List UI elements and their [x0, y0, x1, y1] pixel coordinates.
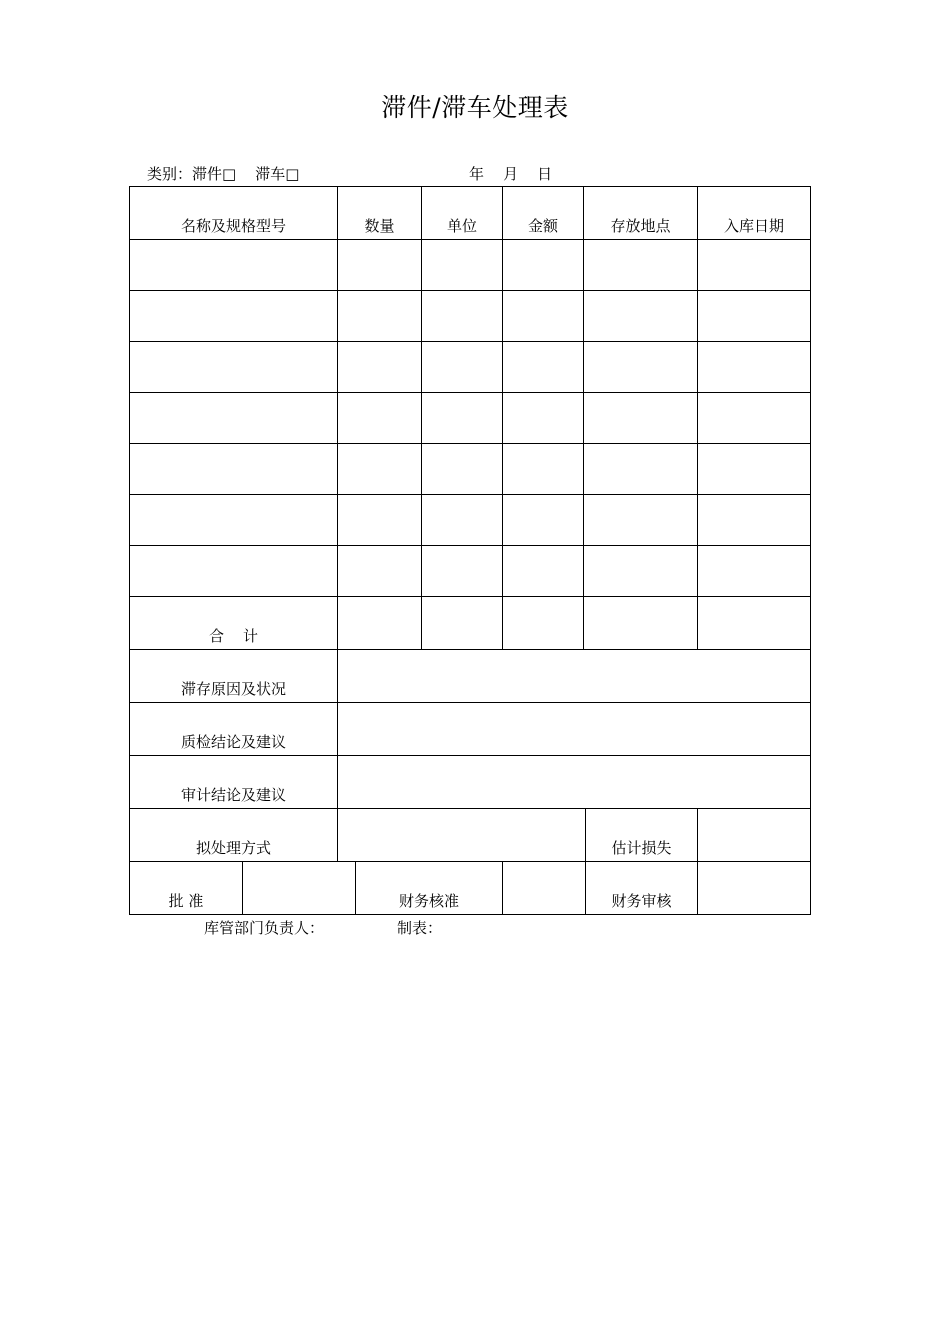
entry-date-cell[interactable]: [698, 291, 811, 342]
name-spec-cell[interactable]: [130, 342, 338, 393]
amount-cell[interactable]: [503, 291, 584, 342]
finance-approve-cell[interactable]: [503, 862, 586, 915]
quantity-cell[interactable]: [338, 444, 422, 495]
method-label: 拟处理方式: [130, 809, 338, 862]
total-unit-cell[interactable]: [422, 597, 503, 650]
total-quantity-cell[interactable]: [338, 597, 422, 650]
dept-head-signature-label: 库管部门负责人：: [204, 919, 325, 937]
total-storage-location-cell[interactable]: [584, 597, 698, 650]
name-spec-cell[interactable]: [130, 393, 338, 444]
header-entry-date: 入库日期: [698, 187, 811, 240]
header-storage-location: 存放地点: [584, 187, 698, 240]
name-spec-cell[interactable]: [130, 291, 338, 342]
method-cell[interactable]: [338, 809, 586, 862]
table-row: [130, 495, 811, 546]
audit-label: 审计结论及建议: [130, 756, 338, 809]
reason-cell[interactable]: [338, 650, 811, 703]
amount-cell[interactable]: [503, 444, 584, 495]
unit-cell[interactable]: [422, 240, 503, 291]
table-row: [130, 291, 811, 342]
header-quantity: 数量: [338, 187, 422, 240]
storage-location-cell[interactable]: [584, 546, 698, 597]
category-line: 类别：滞件□ 滞车□: [147, 165, 300, 183]
unit-cell[interactable]: [422, 546, 503, 597]
finance-review-label: 财务审核: [586, 862, 698, 915]
quantity-cell[interactable]: [338, 342, 422, 393]
qc-cell[interactable]: [338, 703, 811, 756]
storage-location-cell[interactable]: [584, 342, 698, 393]
header-amount: 金额: [503, 187, 584, 240]
audit-cell[interactable]: [338, 756, 811, 809]
amount-cell[interactable]: [503, 495, 584, 546]
approval-row: [130, 862, 811, 915]
amount-cell[interactable]: [503, 240, 584, 291]
unit-cell[interactable]: [422, 444, 503, 495]
storage-location-cell[interactable]: [584, 393, 698, 444]
quantity-cell[interactable]: [338, 240, 422, 291]
unit-cell[interactable]: [422, 291, 503, 342]
quantity-cell[interactable]: [338, 495, 422, 546]
approve-label: 批 准: [130, 862, 243, 915]
total-label: 合 计: [130, 597, 338, 650]
name-spec-cell[interactable]: [130, 495, 338, 546]
total-entry-date-cell[interactable]: [698, 597, 811, 650]
amount-cell[interactable]: [503, 546, 584, 597]
loss-label: 估计损失: [586, 809, 698, 862]
qc-row: [130, 703, 811, 756]
storage-location-cell[interactable]: [584, 444, 698, 495]
entry-date-cell[interactable]: [698, 393, 811, 444]
total-row: [130, 597, 811, 650]
qc-label: 质检结论及建议: [130, 703, 338, 756]
finance-approve-label: 财务核准: [356, 862, 503, 915]
header-row: [130, 187, 811, 240]
disposal-form-table: [129, 186, 811, 915]
table-row: [130, 546, 811, 597]
entry-date-cell[interactable]: [698, 495, 811, 546]
unit-cell[interactable]: [422, 393, 503, 444]
approve-cell[interactable]: [243, 862, 356, 915]
entry-date-cell[interactable]: [698, 444, 811, 495]
quantity-cell[interactable]: [338, 393, 422, 444]
page-title: 滞件/滞车处理表: [381, 93, 569, 122]
amount-cell[interactable]: [503, 342, 584, 393]
method-row: [130, 809, 811, 862]
unit-cell[interactable]: [422, 495, 503, 546]
quantity-cell[interactable]: [338, 291, 422, 342]
audit-row: [130, 756, 811, 809]
header-unit: 单位: [422, 187, 503, 240]
entry-date-cell[interactable]: [698, 546, 811, 597]
finance-review-cell[interactable]: [698, 862, 811, 915]
name-spec-cell[interactable]: [130, 240, 338, 291]
total-amount-cell[interactable]: [503, 597, 584, 650]
storage-location-cell[interactable]: [584, 291, 698, 342]
storage-location-cell[interactable]: [584, 240, 698, 291]
quantity-cell[interactable]: [338, 546, 422, 597]
entry-date-cell[interactable]: [698, 240, 811, 291]
table-row: [130, 342, 811, 393]
table-row: [130, 240, 811, 291]
name-spec-cell[interactable]: [130, 546, 338, 597]
reason-label: 滞存原因及状况: [130, 650, 338, 703]
name-spec-cell[interactable]: [130, 444, 338, 495]
table-row: [130, 393, 811, 444]
entry-date-cell[interactable]: [698, 342, 811, 393]
preparer-signature-label: 制表：: [397, 919, 443, 937]
unit-cell[interactable]: [422, 342, 503, 393]
table-row: [130, 444, 811, 495]
date-line: 年 月 日: [469, 165, 553, 183]
reason-row: [130, 650, 811, 703]
header-name-spec: 名称及规格型号: [130, 187, 338, 240]
storage-location-cell[interactable]: [584, 495, 698, 546]
amount-cell[interactable]: [503, 393, 584, 444]
loss-cell[interactable]: [698, 809, 811, 862]
